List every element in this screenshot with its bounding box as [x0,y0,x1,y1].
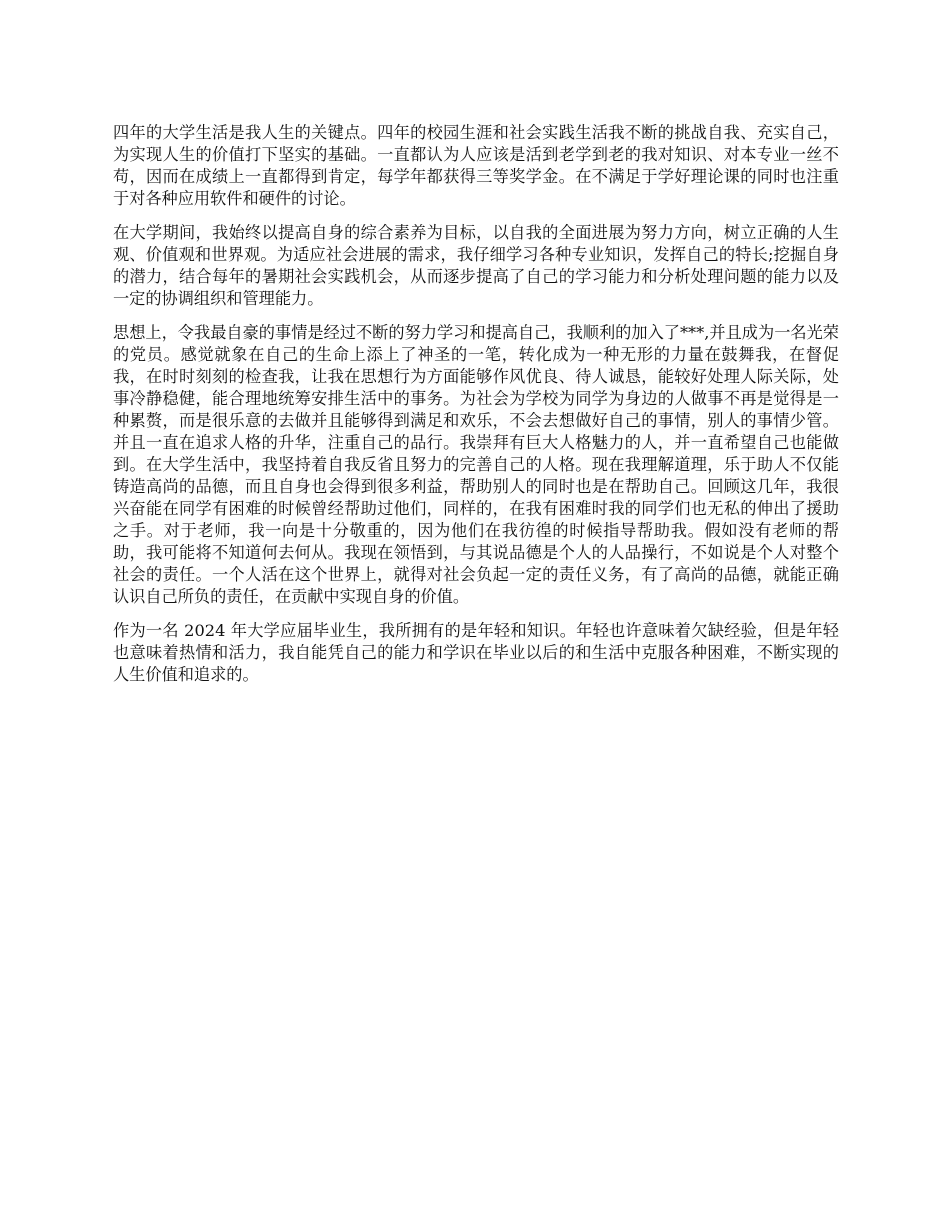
paragraph-graduate-outlook: 作为一名 2024 年大学应届毕业生，我所拥有的是年轻和知识。年轻也许意味着欠缺经验，但是年轻也意味着热情和活力，我自能凭自己的能力和学识在毕业以后的和生活中克服各种困难，不断实现的人生价值和追求的。 [113,621,839,684]
document-body [113,122,839,698]
paragraph-university-life: 四年的大学生活是我人生的关键点。四年的校园生涯和社会实践生活我不断的挑战自我、充实自己，为实现人生的价值打下坚实的基础。一直都认为人应该是活到老学到老的我对知识、对本专业一丝不苟，因而在成绩上一直都得到肯定，每学年都获得三等奖学金。在不满足于学好理论课的同时也注重于对各种应用软件和硬件的讨论。 [113,123,839,208]
paragraph-self-improvement: 在大学期间，我始终以提高自身的综合素养为目标，以自我的全面进展为努力方向，树立正确的人生观、价值观和世界观。为适应社会进展的需求，我仔细学习各种专业知识，发挥自己的特长;挖掘自身的潜力，结合每年的暑期社会实践机会，从而逐步提高了自己的学习能力和分析处理问题的能力以及一定的协调组织和管理能力。 [113,223,839,308]
paragraph-ideology-character: 思想上，令我最自豪的事情是经过不断的努力学习和提高自己，我顺利的加入了***,并且成为一名光荣的党员。感觉就象在自己的生命上添上了神圣的一笔，转化成为一种无形的力量在鼓舞我，在督促我，在时时刻刻的检查我，让我在思想行为方面能够作风优良、待人诚恳，能较好处理人际关际，处事冷静稳健，能合理地统筹安排生活中的事务。为社会为学校为同学为身边的人做事不再是觉得是一种累赘，而是很乐意的去做并且能够得到满足和欢乐，不会去想做好自己的事情，别人的事情少管。并且一直在追求人格的升华，注重自己的品行。我崇拜有巨大人格魅力的人，并一直希望自己也能做到。在大学生活中，我坚持着自我反省且努力的完善自己的人格。现在我理解道理，乐于助人不仅能铸造高尚的品德，而且自身也会得到很多利益，帮助别人的同时也是在帮助自己。回顾这几年，我很兴奋能在同学有困难的时候曾经帮助过他们，同样的，在我有困难时我的同学们也无私的伸出了援助之手。对于老师，我一向是十分敬重的，因为他们在我彷徨的时候指导帮助我。假如没有老师的帮助，我可能将不知道何去何从。我现在领悟到，与其说品德是个人的人品操行，不如说是个人对整个社会的责任。一个人活在这个世界上，就得对社会负起一定的责任义务，有了高尚的品德，就能正确认识自己所负的责任，在贡献中实现自身的价值。 [113,323,839,606]
